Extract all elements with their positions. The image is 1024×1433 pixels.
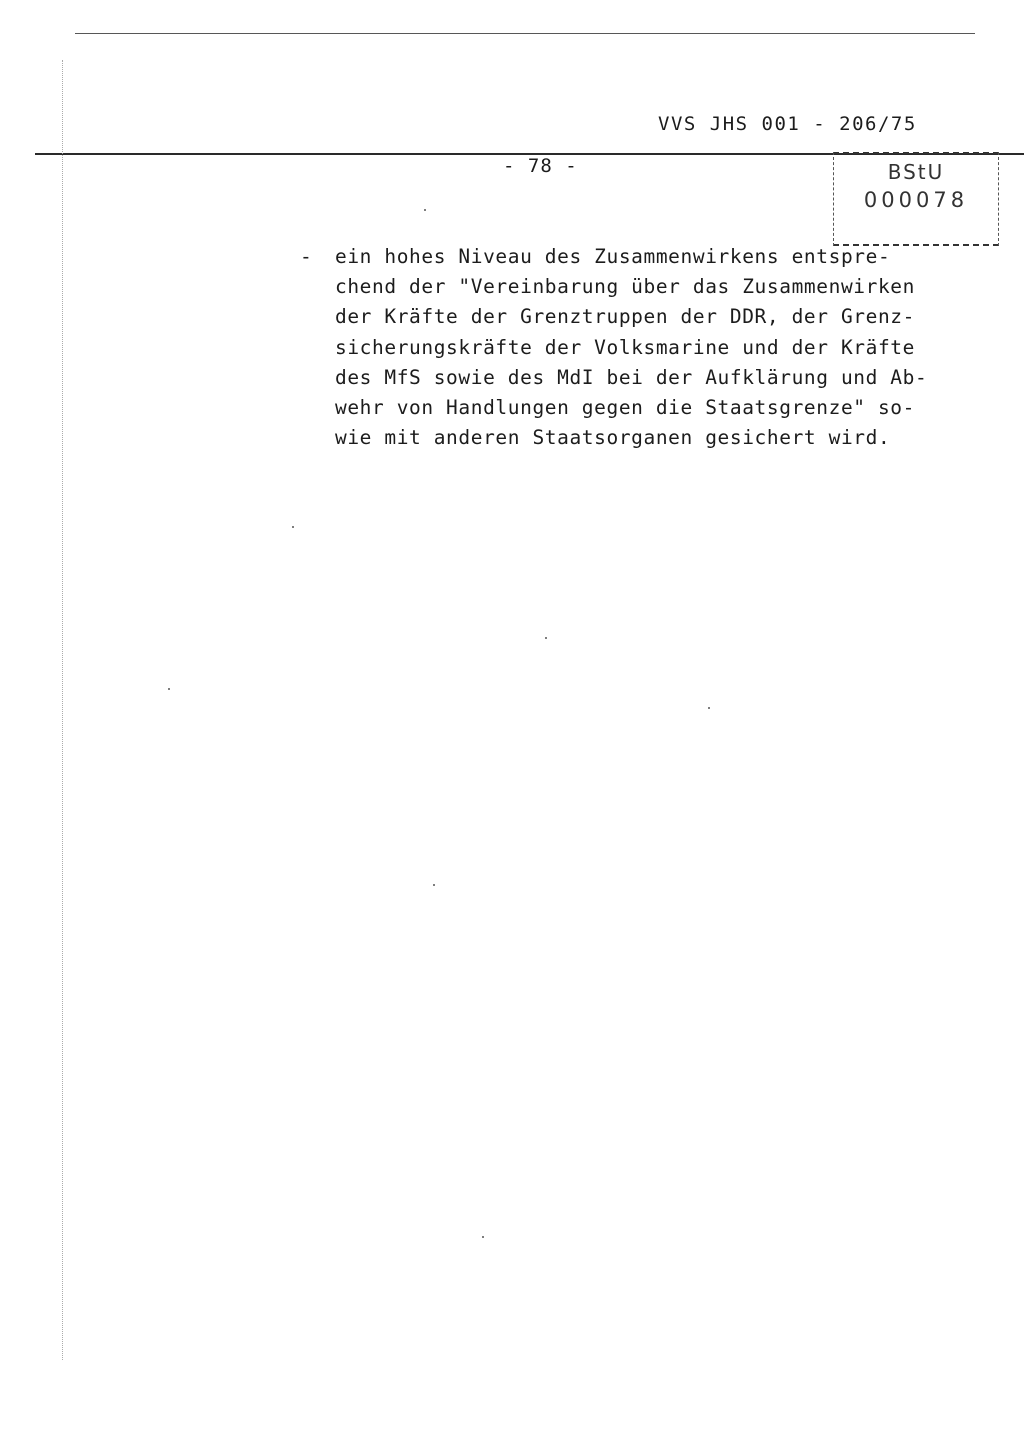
text-line (300, 302, 940, 332)
text-line-content: ein hohes Niveau des Zusammenwirkens entspre- (335, 245, 891, 268)
page-number: - 78 - (503, 155, 578, 177)
scan-margin-artifact (62, 60, 63, 1360)
text-line (300, 242, 940, 272)
scan-speck (708, 707, 710, 709)
text-line (300, 333, 940, 363)
scan-speck (168, 688, 170, 690)
scan-speck (545, 637, 547, 639)
text-line (300, 393, 940, 423)
stamp-archive-name: BStU (887, 160, 945, 184)
top-rule (75, 33, 975, 34)
list-bullet: - (300, 245, 313, 268)
document-body (300, 242, 940, 453)
scan-speck (433, 884, 435, 886)
text-line (300, 423, 940, 453)
text-line-content: wehr von Handlungen gegen die Staatsgrenze" so- (335, 395, 915, 419)
stamp-page-id: 000078 (863, 188, 969, 212)
text-line (300, 272, 940, 302)
document-reference: VVS JHS 001 - 206/75 (658, 113, 917, 135)
scan-speck (424, 209, 426, 211)
text-line (300, 363, 940, 393)
scan-speck (482, 1236, 484, 1238)
text-line-content: sicherungskräfte der Volksmarine und der Kräfte (335, 335, 915, 359)
archive-stamp (833, 152, 999, 246)
text-line-content: des MfS sowie des MdI bei der Aufklärung und Ab- (335, 365, 928, 389)
text-line-content: der Kräfte der Grenztruppen der DDR, der Grenz- (335, 305, 915, 329)
scan-speck (292, 526, 294, 528)
text-line-content: chend der "Vereinbarung über das Zusammenwirken (335, 275, 915, 299)
text-line-content: wie mit anderen Staatsorganen gesichert wird. (335, 426, 891, 450)
